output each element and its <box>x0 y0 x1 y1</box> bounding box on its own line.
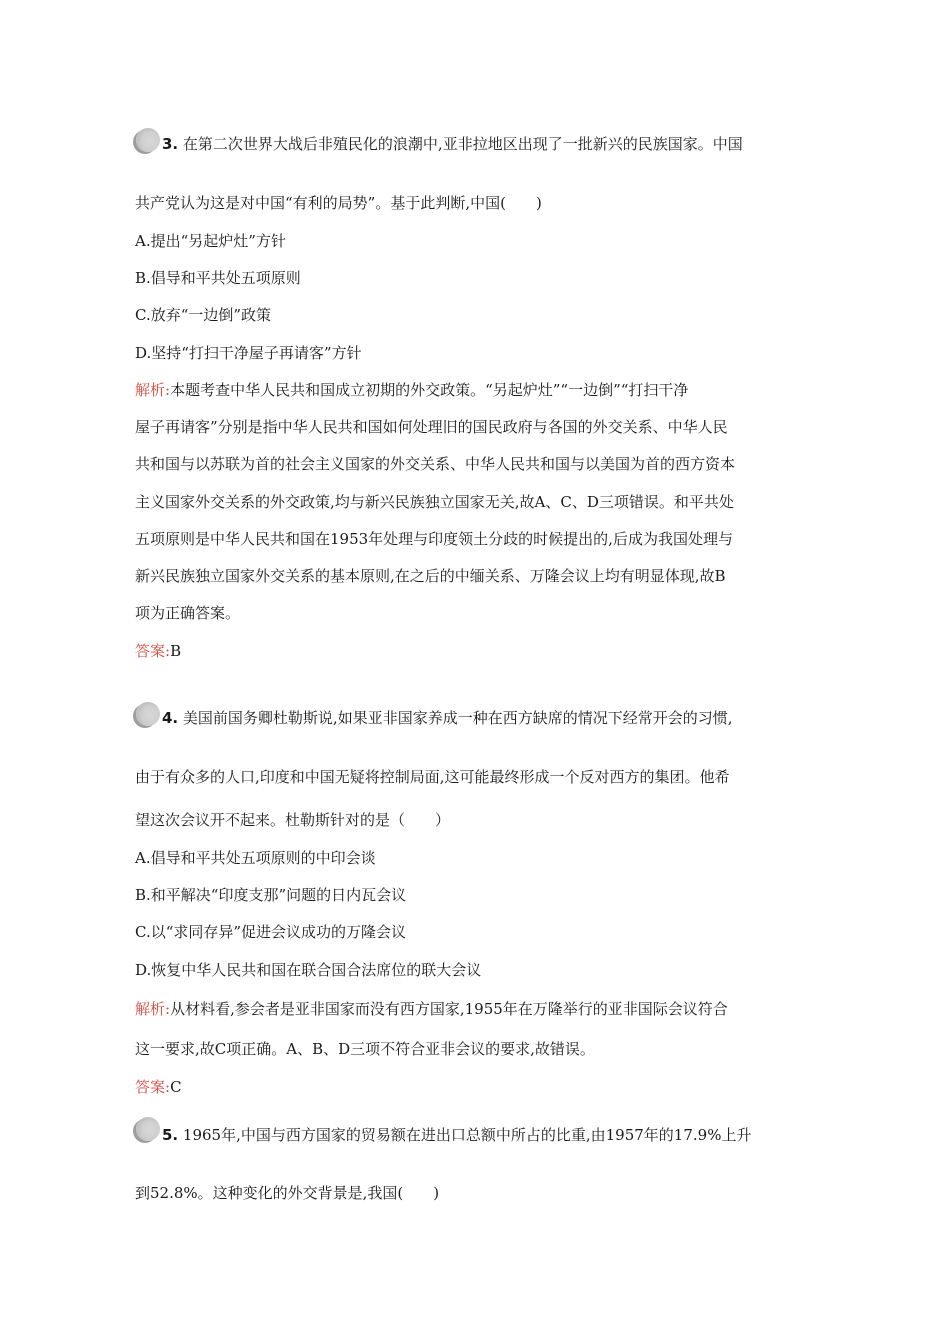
analysis-line-2: 屋子再请客”分别是指中华人民共和国如何处理旧的国民政府与各国的外交关系、中华人民 <box>135 418 728 436</box>
analysis-line-3: 共和国与以苏联为首的社会主义国家的外交关系、中华人民共和国与以美国为首的西方资本 <box>135 455 736 473</box>
question-5-line-2: 到52.8%。这种变化的外交背景是,我国( ) <box>135 1184 440 1202</box>
option-a: A.提出“另起炉灶”方针 <box>135 232 286 250</box>
analysis-line-7: 项为正确答案。 <box>135 604 241 622</box>
question-4-line-1: 4. 美国前国务卿杜勒斯说,如果亚非国家养成一种在西方缺席的情况下经常开会的习惯, <box>162 709 733 727</box>
analysis-line-6: 新兴民族独立国家外交关系的基本原则,在之后的中缅关系、万隆会议上均有明显体现,故B <box>135 567 726 585</box>
analysis-line-5: 五项原则是中华人民共和国在1953年处理与印度领土分歧的时候提出的,后成为我国处理与 <box>135 530 733 548</box>
answer-label: 答案: <box>135 642 171 660</box>
question-3-line-2: 共产党认为这是对中国“有利的局势”。基于此判断,中国( ) <box>135 194 542 212</box>
option-c: C.放弃“一边倒”政策 <box>135 306 272 324</box>
analysis-line-4: 主义国家外交关系的外交政策,均与新兴民族独立国家无关,故A、C、D三项错误。和平共处 <box>135 493 734 511</box>
question-number: 3. <box>162 135 179 153</box>
analysis-line-1: 解析:从材料看,参会者是亚非国家而没有西方国家,1955年在万隆举行的亚非国际会议符合 <box>135 1000 728 1018</box>
analysis-label: 解析: <box>135 381 171 399</box>
question-5-line-1: 5. 1965年,中国与西方国家的贸易额在进出口总额中所占的比重,由1957年的17.9%上升 <box>162 1126 752 1144</box>
question-4-line-3: 望这次会议开不起来。杜勒斯针对的是（ ） <box>135 811 451 829</box>
question-4-line-2: 由于有众多的人口,印度和中国无疑将控制局面,这可能最终形成一个反对西方的集团。他希 <box>135 768 730 786</box>
question-number: 5. <box>162 1126 179 1144</box>
circle-bullet-icon <box>136 702 160 726</box>
option-d: D.恢复中华人民共和国在联合国合法席位的联大会议 <box>135 961 482 979</box>
answer-label: 答案: <box>135 1078 171 1096</box>
option-b: B.和平解决“印度支那”问题的日内瓦会议 <box>135 886 407 904</box>
analysis-line-2: 这一要求,故C项正确。A、B、D三项不符合亚非会议的要求,故错误。 <box>135 1040 595 1058</box>
circle-bullet-icon <box>136 128 160 152</box>
answer-line: 答案:C <box>135 1078 182 1096</box>
option-b: B.倡导和平共处五项原则 <box>135 269 301 287</box>
option-d: D.坚持“打扫干净屋子再请客”方针 <box>135 344 362 362</box>
option-a: A.倡导和平共处五项原则的中印会谈 <box>135 849 376 867</box>
answer-line: 答案:B <box>135 642 182 660</box>
question-3-line-1: 3. 在第二次世界大战后非殖民化的浪潮中,亚非拉地区出现了一批新兴的民族国家。中国 <box>162 135 743 153</box>
option-c: C.以“求同存异”促进会议成功的万隆会议 <box>135 923 407 941</box>
analysis-label: 解析: <box>135 1000 171 1018</box>
circle-bullet-icon <box>136 1117 160 1141</box>
question-number: 4. <box>162 709 179 727</box>
analysis-line-1: 解析:本题考查中华人民共和国成立初期的外交政策。“另起炉灶”“一边倒”“打扫干净 <box>135 381 689 399</box>
